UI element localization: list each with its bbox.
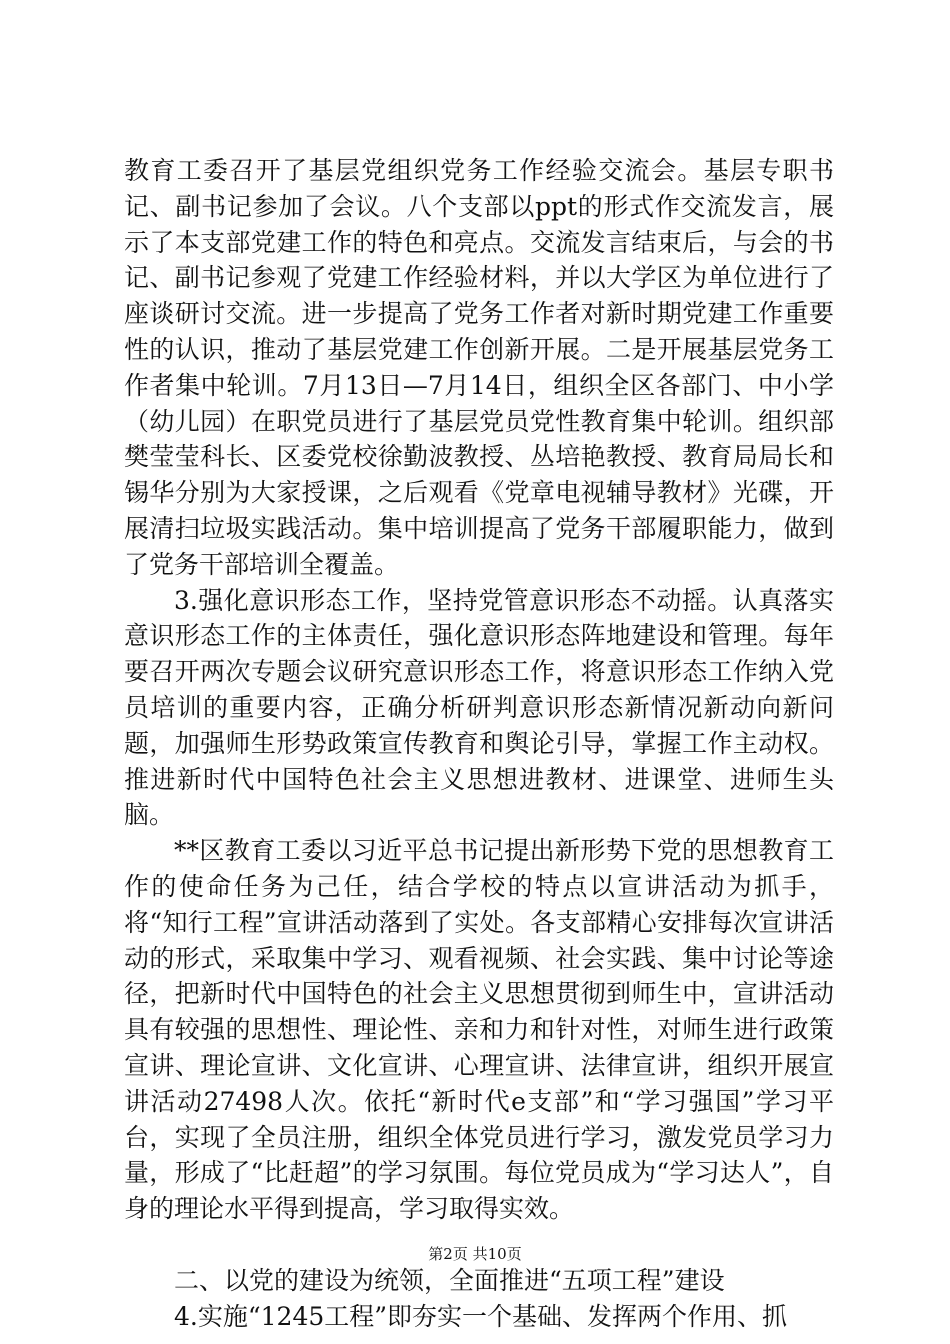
paragraph-1: 教育工委召开了基层党组织党务工作经验交流会。基层专职书记、副书记参加了会议。八个支部以ppt的形式作交流发言，展示了本支部党建工作的特色和亮点。交流发言结束后，与会的书记、副书记参观了党建工作经验材料，并以大学区为单位进行了座谈研讨交流。进一步提高了党务工作者对新时期党建工作重要性的认识，推动了基层党建工作创新开展。二是开展基层党务工作者集中轮训。7月13日—7月14日，组织全区各部门、中小学（幼儿园）在职党员进行了基层党员党性教育集中轮训。组织部樊莹莹科长、区委党校徐勤波教授、丛培艳教授、教育局局长和锡华分别为大家授课，之后观看《党章电视辅导教材》光碟，开展清扫垃圾实践活动。集中培训提高了党务干部履职能力，做到了党务干部培训全覆盖。 [124,156,834,579]
page-footer: 第2页 共10页 [428,1245,522,1263]
section-heading: 二、以党的建设为统领，全面推进“五项工程”建设 [174,1265,725,1295]
paragraph-2: 3.强化意识形态工作，坚持党管意识形态不动摇。认真落实意识形态工作的主体责任，强化意识形态阵地建设和管理。每年要召开两次专题会议研究意识形态工作，将意识形态工作纳入党员培训的重要内容，正确分析研判意识形态新情况新动向新问题，加强师生形势政策宣传教育和舆论引导，掌握工作主动权。推进新时代中国特色社会主义思想进教材、进课堂、进师生头脑。 [124,585,834,830]
paragraph-3: **区教育工委以习近平总书记提出新形势下党的思想教育工作的使命任务为己任，结合学校的特点以宣讲活动为抓手，将“知行工程”宣讲活动落到了实处。各支部精心安排每次宣讲活动的形式，采取集中学习、观看视频、社会实践、集中讨论等途径，把新时代中国特色的社会主义思想贯彻到师生中，宣讲活动具有较强的思想性、理论性、亲和力和针对性，对师生进行政策宣讲、理论宣讲、文化宣讲、心理宣讲、法律宣讲，组织开展宣讲活动27498人次。依托“新时代e支部”和“学习强国”学习平台，实现了全员注册，组织全体党员进行学习，激发党员学习力量，形成了“比赶超”的学习氛围。每位党员成为“学习达人”，自身的理论水平得到提高，学习取得实效。 [124,836,834,1224]
document-body [124,153,834,1335]
paragraph-4: 4.实施“1245工程”即夯实一个基础、发挥两个作用、抓 [174,1301,788,1331]
